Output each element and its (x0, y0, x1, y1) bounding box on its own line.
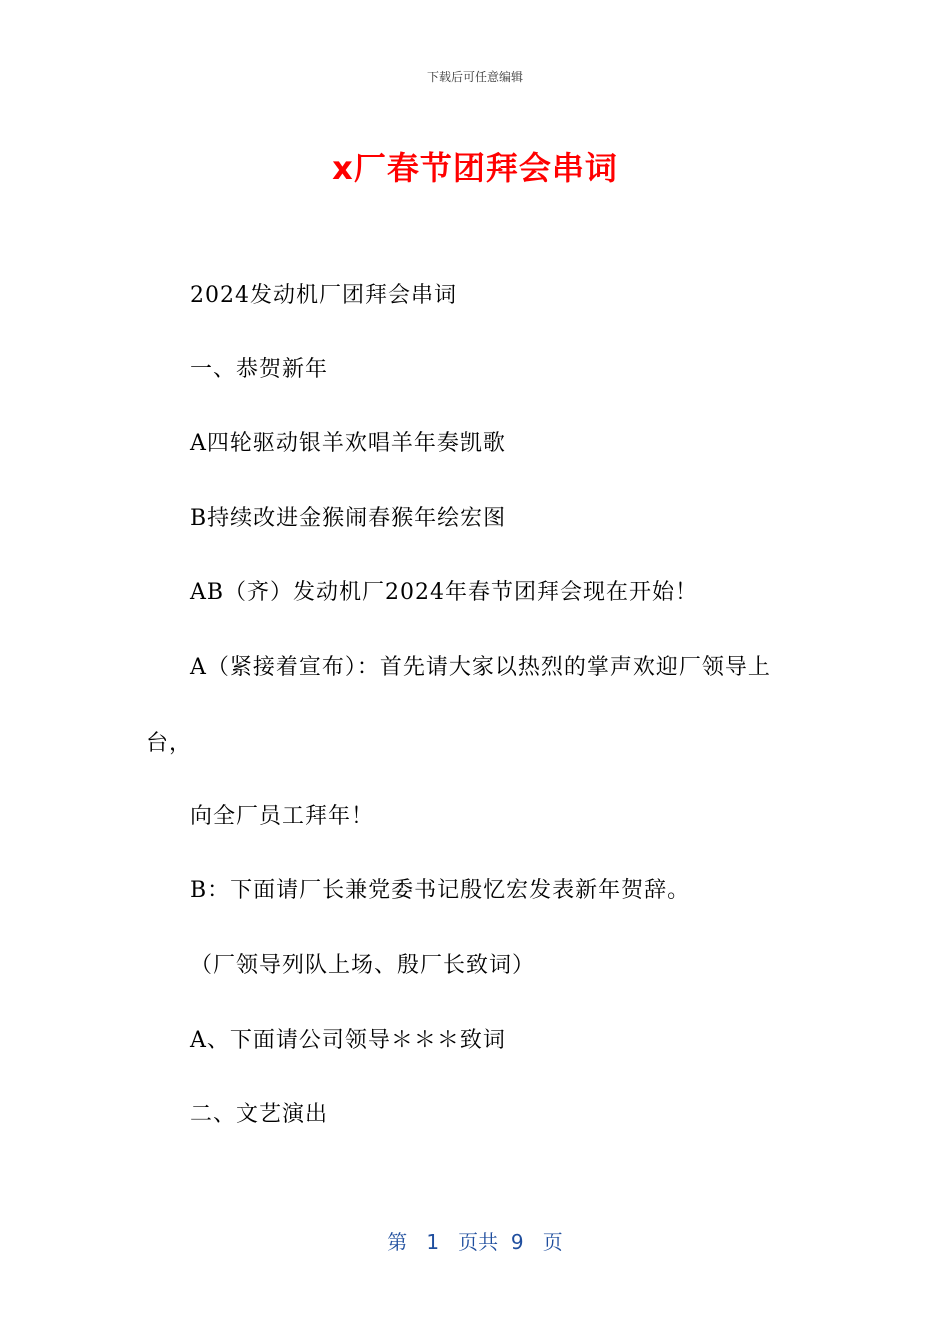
paragraph-line-continuation: 台， (146, 731, 193, 756)
footer-prefix: 第 (387, 1230, 408, 1254)
paragraph-section-1: 一、恭贺新年 (190, 357, 329, 382)
footer-middle: 页共 (458, 1230, 499, 1254)
paragraph-line-greeting: 向全厂员工拜年！ (190, 804, 375, 829)
paragraph-line-a-announce: A（紧接着宣布）：首先请大家以热烈的掌声欢迎厂领导上 (190, 655, 771, 680)
paragraph-line-stage-note: （厂领导列队上场、殷厂长致词） (190, 953, 536, 978)
document-title: x厂春节团拜会串词 (332, 149, 618, 187)
paragraph-section-2: 二、文艺演出 (190, 1102, 329, 1127)
footer-page-number: 1 (426, 1230, 440, 1254)
header-note: 下载后可任意编辑 (426, 70, 523, 84)
paragraph-line-ab: AB（齐）发动机厂2024年春节团拜会现在开始！ (190, 580, 699, 605)
paragraph-line-a: A四轮驱动银羊欢唱羊年奏凯歌 (190, 431, 506, 456)
paragraph-line-a-company: A、下面请公司领导＊＊＊致词 (190, 1028, 506, 1053)
paragraph-line-b-speech: B：下面请厂长兼党委书记殷忆宏发表新年贺辞。 (190, 878, 691, 903)
paragraph-line-b: B持续改进金猴闹春猴年绘宏图 (190, 506, 507, 531)
paragraph-subtitle: 2024发动机厂团拜会串词 (190, 283, 457, 308)
footer-suffix: 页 (542, 1230, 563, 1254)
footer-total-pages: 9 (510, 1230, 524, 1254)
page-footer (0, 1226, 950, 1255)
